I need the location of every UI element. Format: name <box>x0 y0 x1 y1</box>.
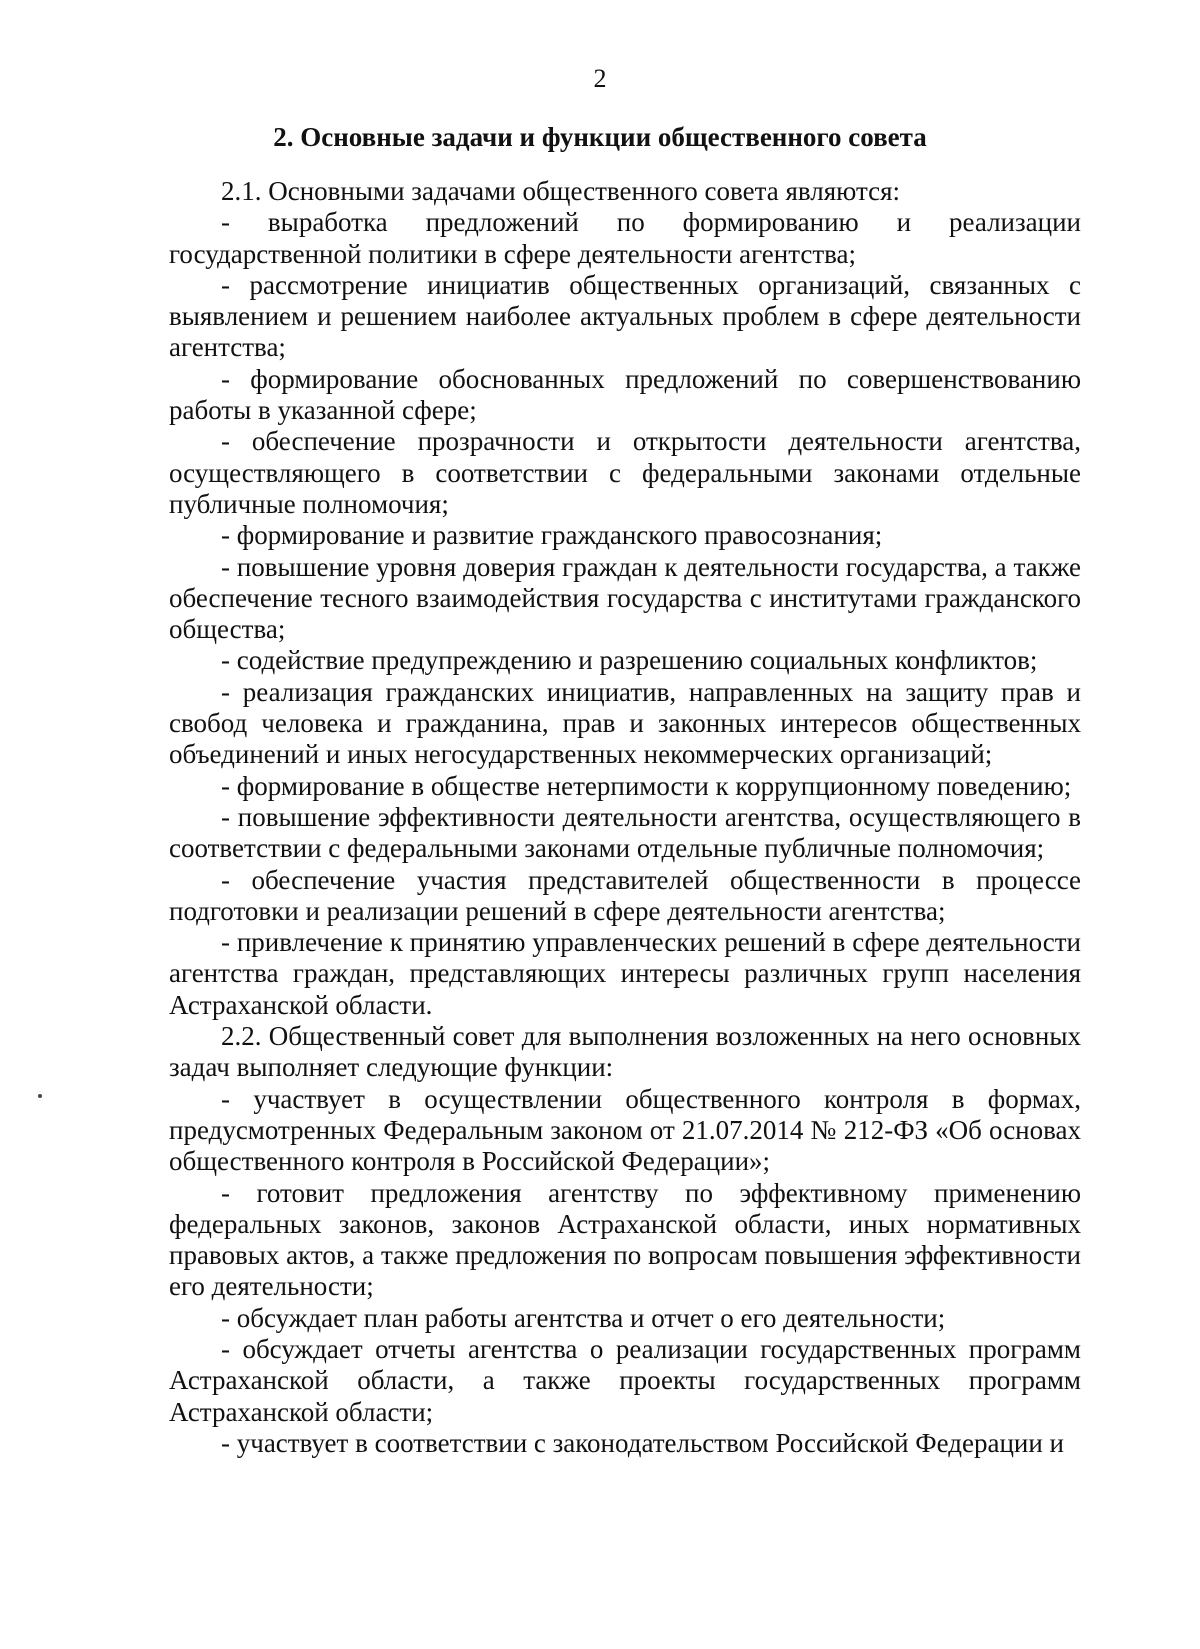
paragraph: - реализация гражданских инициатив, направленных на защиту прав и свобод человека и гражданина, прав и законных интересов общественных объединений и иных негосударственных некоммерческих организаций; <box>169 676 1081 770</box>
body-text <box>169 176 1081 1459</box>
paragraph: - повышение уровня доверия граждан к деятельности государства, а также обеспечение тесного взаимодействия государства с институтами гражданского общества; <box>169 551 1081 645</box>
paragraph: - участвует в соответствии с законодательством Российской Федерации и <box>221 1427 1064 1458</box>
paragraph: - привлечение к принятию управленческих решений в сфере деятельности агентства граждан, представляющих интересы различных групп населения Астраханской области. <box>169 927 1081 1020</box>
paragraph: - участвует в осуществлении общественного контроля в формах, предусмотренных Федеральным законом от 21.07.2014 № 212-ФЗ «Об основах общественного контроля в Российской Федерации»; <box>169 1083 1081 1177</box>
scan-speck <box>38 1094 42 1098</box>
paragraph: - формирование в обществе нетерпимости к коррупционному поведению; <box>221 770 1072 801</box>
page-number: 2 <box>593 64 607 93</box>
paragraph: - формирование обоснованных предложений по совершенствованию работы в указанной сфере; <box>169 363 1081 426</box>
paragraph: - выработка предложений по формированию и реализации государственной политики в сфере деятельности агентства; <box>169 207 1081 269</box>
paragraph: - обсуждает отчеты агентства о реализации государственных программ Астраханской области, а также проекты государственных программ Астраханской области; <box>169 1333 1081 1427</box>
paragraph: - готовит предложения агентству по эффективному применению федеральных законов, законов Астраханской области, иных нормативных правовых актов, а также предложения по вопросам повышения эффективности его деятельности; <box>169 1177 1081 1302</box>
section-title: 2. Основные задачи и функции общественного совета <box>273 122 927 152</box>
paragraph: - обсуждает план работы агентства и отчет о его деятельности; <box>221 1302 946 1333</box>
paragraph: - обеспечение прозрачности и открытости деятельности агентства, осуществляющего в соответствии с федеральными законами отдельные публичные полномочия; <box>169 426 1081 519</box>
paragraph: - повышение эффективности деятельности агентства, осуществляющего в соответствии с федеральными законами отдельные публичные полномочия; <box>169 801 1081 864</box>
paragraph: - содействие предупреждению и разрешению социальных конфликтов; <box>221 645 1038 676</box>
paragraph: - рассмотрение инициатив общественных организаций, связанных с выявлением и решением наиболее актуальных проблем в сфере деятельности агентства; <box>169 269 1081 363</box>
paragraph: - формирование и развитие гражданского правосознания; <box>221 520 883 551</box>
paragraph: - обеспечение участия представителей общественности в процессе подготовки и реализации решений в сфере деятельности агентства; <box>169 864 1081 926</box>
paragraph: 2.2. Общественный совет для выполнения возложенных на него основных задач выполняет следующие функции: <box>169 1021 1081 1083</box>
paragraph: 2.1. Основными задачами общественного совета являются: <box>221 176 901 206</box>
